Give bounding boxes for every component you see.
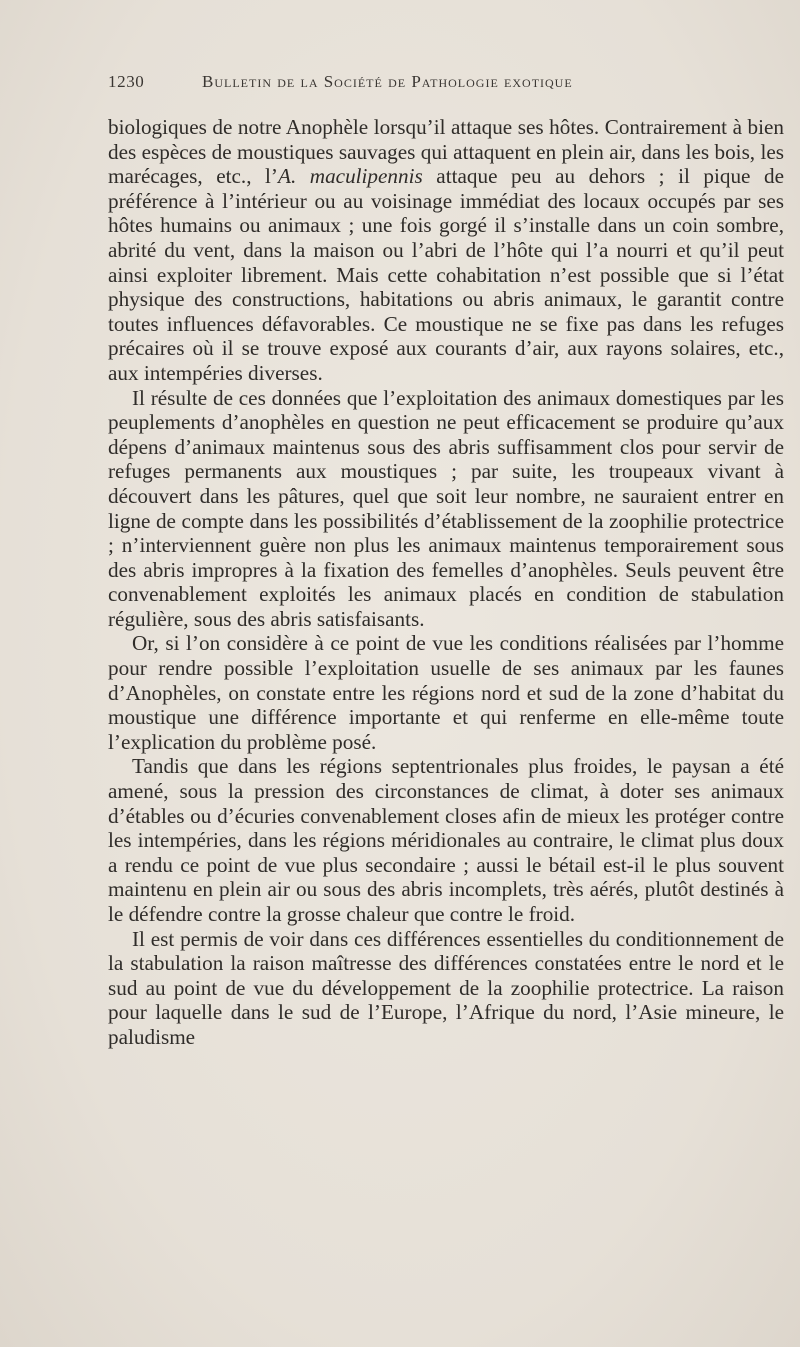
paragraph-1-text-b: attaque peu au dehors ; il pique de préférence à l’intérieur ou au voisinage immédiat des locaux occupés par ses hôtes humains ou animaux ; une fois gorgé il s’installe dans un coin sombre, abrité du vent, dans la maison ou l’abri de l’hôte qui l’a nourri et qu’il peut ainsi exploiter librement. Mais cette cohabitation n’est possible que si l’état physique des constructions, habitations ou abris animaux, le garantit contre toutes influences défavorables. Ce moustique ne se fixe pas dans les refuges précaires où il se trouve exposé aux courants d’air, aux rayons solaires, etc., aux intempéries diverses. [108,164,784,385]
article-body [108,115,784,1050]
paragraph-3: Or, si l’on considère à ce point de vue les conditions réalisées par l’homme pour rendre possible l’exploitation usuelle de ses animaux par les faunes d’Anophèles, on constate entre les régions nord et sud de la zone d’habitat du moustique une différence importante et qui renferme en elle-même toute l’explication du problème posé. [108,631,784,754]
running-title: Bulletin de la Société de Pathologie exotique [202,72,573,91]
paragraph-2: Il résulte de ces données que l’exploitation des animaux domestiques par les peuplements d’anophèles en question ne peut efficacement se produire qu’aux dépens d’animaux maintenus sous des abris suffisamment clos pour servir de refuges permanents aux moustiques ; par suite, les troupeaux vivant à découvert dans les pâtures, quel que soit leur nombre, ne sauraient entrer en ligne de compte dans les possibilités d’établissement de la zoophilie protectrice ; n’interviennent guère non plus les animaux maintenus temporairement sous des abris impropres à la fixation des femelles d’anophèles. Seuls peuvent être convenablement exploités les animaux placés en condition de stabulation régulière, sous des abris satisfaisants. [108,385,784,631]
paragraph-4: Tandis que dans les régions septentrionales plus froides, le paysan a été amené, sous la pression des circonstances de climat, à doter ses animaux d’étables ou d’écuries convenablement closes afin de mieux les protéger contre les intempéries, dans les régions méridionales au contraire, le climat plus doux a rendu ce point de vue plus secondaire ; aussi le bétail est-il le plus souvent maintenu en plein air ou sous des abris incomplets, très aérés, plutôt destinés à le défendre contre la grosse chaleur que contre le froid. [108,754,784,926]
paragraph-1 [108,115,784,386]
paragraph-5: Il est permis de voir dans ces différences essentielles du conditionnement de la stabulation la raison maîtresse des différences constatées entre le nord et le sud au point de vue du développement de la zoophilie protectrice. La raison pour laquelle dans le sud de l’Europe, l’Afrique du nord, l’Asie mineure, le paludisme [108,926,784,1049]
page-number: 1230 [108,72,145,91]
paragraph-1-text-a: biologiques de notre Anophèle lorsqu’il attaque ses hôtes. Contrairement à bien des espèces de moustiques sauvages qui attaquent en plein air, dans les bois, les marécages, etc., l’ [108,115,784,189]
species-name: A. maculipennis [278,164,423,189]
running-header [108,72,748,96]
